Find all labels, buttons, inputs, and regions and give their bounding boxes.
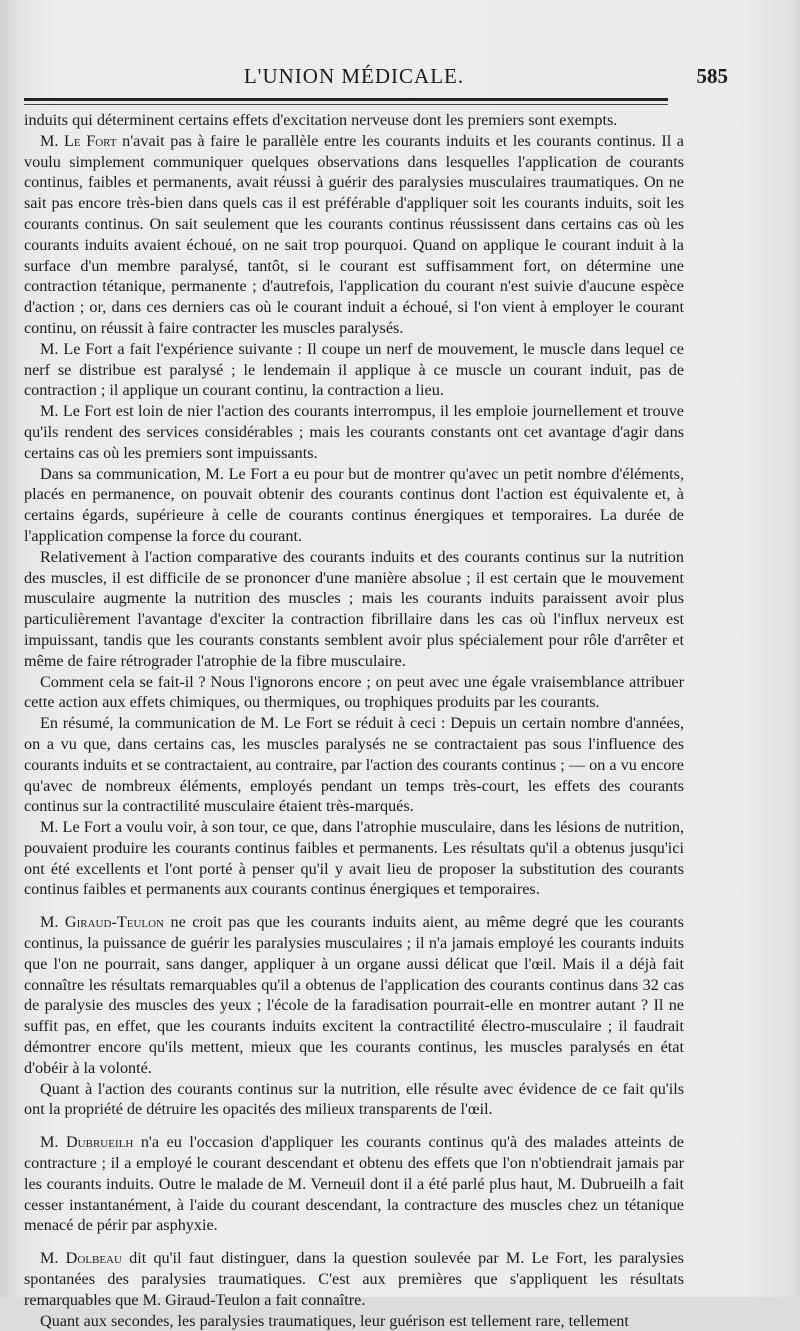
speaker-prefix: M. [40, 1133, 66, 1152]
paragraph-text: Quant aux secondes, les paralysies traumatiques, leur guérison est tellement rare, tellement [40, 1311, 629, 1330]
paragraph-text: ne croit pas que les courants induits aient, au même degré que les courants continus, la puissance de guérir les paralysies musculaires ; il n'a jamais employé les courants induits que l'on ne pourrait, sans danger, appliquer à un organe aussi délicat que l'œil. Mais il a déjà fait connaître les résultats remarquables qu'il a obtenus de l'application des courants continus dans 32 cas de paralysie des muscles des yeux ; l'école de la faradisation pourrait-elle en montrer autant ? Il ne suffit pas, en effet, que les courants induits excitent la contractilité électro-musculaire ; il faudrait démontrer encore qu'ils mettent, mieux que les courants continus, les muscles paralysés en état d'obéir à la volonté. [24, 913, 684, 1077]
paragraph [24, 1132, 684, 1236]
paragraph [24, 672, 684, 714]
paragraph [24, 339, 684, 401]
speaker-prefix: M. [40, 131, 65, 150]
paragraph [24, 401, 684, 463]
paragraph-text: Dans sa communication, M. Le Fort a eu pour but de montrer qu'avec un petit nombre d'éléments, placés en permanence, on pouvait obtenir des courants continus dont l'action est équivalente et, à certains égards, supérieure à celle de courants continus énergiques et temporaires. La durée de l'application compense la force du courant. [24, 464, 684, 545]
speaker-name: Dolbeau [65, 1249, 122, 1268]
speaker-prefix: M. [40, 913, 65, 932]
paragraph-text: M. Le Fort a voulu voir, à son tour, ce que, dans l'atrophie musculaire, dans les lésions de nutrition, pouvaient produire les courants continus faibles et permanents. Les résultats qu'il a obtenus jusqu'ici ont été excellents et l'ont porté à penser qu'il y avait lieu de proposer la substitution des courants continus faibles et permanents aux courants continus énergiques et temporaires. [24, 818, 684, 899]
paragraph [24, 1079, 684, 1121]
paragraph [24, 110, 684, 131]
paragraph-text: Comment cela se fait-il ? Nous l'ignorons encore ; on peut avec une égale vraisemblance attribuer cette action aux effets chimiques, ou thermiques, ou trophiques produits par les courants. [24, 672, 684, 712]
paragraph [24, 547, 684, 672]
paragraph-text: Relativement à l'action comparative des courants induits et des courants continus sur la nutrition des muscles, il est difficile de se prononcer d'une manière absolue ; il est certain que le mouvement musculaire augmente la nutrition des muscles ; mais les courants induits paraissent avoir plus particulièrement l'avantage d'exciter la contraction fibrillaire dans les cas où l'influx nerveux est impuissant, tandis que les courants constants semblent avoir plus spécialement pour rôle d'arrêter et même de faire rétrograder l'atrophie de la fibre musculaire. [24, 547, 684, 670]
paragraph [24, 464, 684, 547]
paragraph [24, 1311, 684, 1331]
speaker-name: Dubrueilh [65, 1133, 134, 1152]
paragraph-text: n'avait pas à faire le parallèle entre les courants induits et les courants continus. Il a voulu simplement communiquer quelques observations dans lesquelles l'application de courants continus, faibles et permanents, avait réussi à guérir des paralysies musculaires traumatiques. On ne sait pas encore très-bien dans quels cas il est préférable d'appliquer soit les courants induits, soit les courants continus. On sait seulement que les courants continus réussissent dans certains cas où les courants induits avaient échoué, on ne sait trop pourquoi. Quand on applique le courant induit à la surface d'un membre paralysé, tantôt, si le courant est suffisamment fort, on détermine une contraction tétanique, permanente ; d'autrefois, l'application du courant n'est suivie d'aucune espèce d'action ; or, dans ces derniers cas où le courant induit a échoué, si l'on vient à employer le courant continu, on réussit à faire contracter les muscles paralysés. [24, 131, 684, 337]
paragraph-text: M. Le Fort a fait l'expérience suivante : Il coupe un nerf de mouvement, le muscle dans lequel ce nerf se distribue est paralysé ; le lendemain il applique à ce muscle un courant induit, pas de contraction ; il applique un courant continu, la contraction a lieu. [24, 339, 684, 400]
paragraph-text: En résumé, la communication de M. Le Fort se réduit à ceci : Depuis un certain nombre d'années, on a vu que, dans certains cas, les muscles paralysés ne se contractaient pas sous l'influence des courants induits et se contractaient, au contraire, par l'action des courants continus ; — on a vu encore qu'avec de nombreux éléments, employés pendant un temps très-court, les effets des courants continus sur la contractilité musculaire étaient très-marqués. [24, 714, 684, 816]
journal-title: L'UNION MÉDICALE. [243, 64, 465, 88]
speaker-prefix: M. [40, 1249, 66, 1268]
paragraph-text: n'a eu l'occasion d'appliquer les courants continus qu'à des malades atteints de contracture ; il a employé le courant descendant et obtenu des effets que l'on n'obtiendrait jamais par les courants induits. Outre le malade de M. Verneuil dont il a été parlé plus haut, M. Dubrueilh a fait cesser instantanément, à l'aide du courant descendant, la contracture des muscles chez un tétanique menacé de périr par asphyxie. [24, 1133, 684, 1235]
paragraph-text: Quant à l'action des courants continus sur la nutrition, elle résulte avec évidence de ce fait qu'ils ont la propriété de détruire les opacités des milieux transparents de l'œil. [24, 1079, 684, 1119]
paragraph [24, 912, 684, 1078]
paragraph-text: dit qu'il faut distinguer, dans la question soulevée par M. Le Fort, les paralysies spontanées des paralysies traumatiques. C'est aux premières que s'appliquent les résultats remarquables que M. Giraud-Teulon a fait connaître. [24, 1249, 684, 1309]
paragraph-text: M. Le Fort est loin de nier l'action des courants interrompus, il les emploie journellement et trouve qu'ils rendent des services considérables ; mais les courants constants ont cet avantage d'agir dans certains cas où les premiers sont impuissants. [24, 402, 684, 462]
running-header [24, 60, 728, 90]
paragraph [24, 1248, 684, 1310]
speaker-name: Le Fort [64, 131, 117, 150]
article-body [24, 110, 684, 1331]
paragraph [24, 713, 684, 817]
paragraph [24, 131, 684, 339]
paragraph [24, 817, 684, 900]
header-rule [24, 98, 668, 101]
page-number: 585 [696, 64, 728, 88]
speaker-name: Giraud-Teulon [64, 913, 164, 932]
paragraph-text: induits qui déterminent certains effets d'excitation nerveuse dont les premiers sont exempts. [24, 111, 618, 129]
header-rule-thin [24, 104, 668, 105]
